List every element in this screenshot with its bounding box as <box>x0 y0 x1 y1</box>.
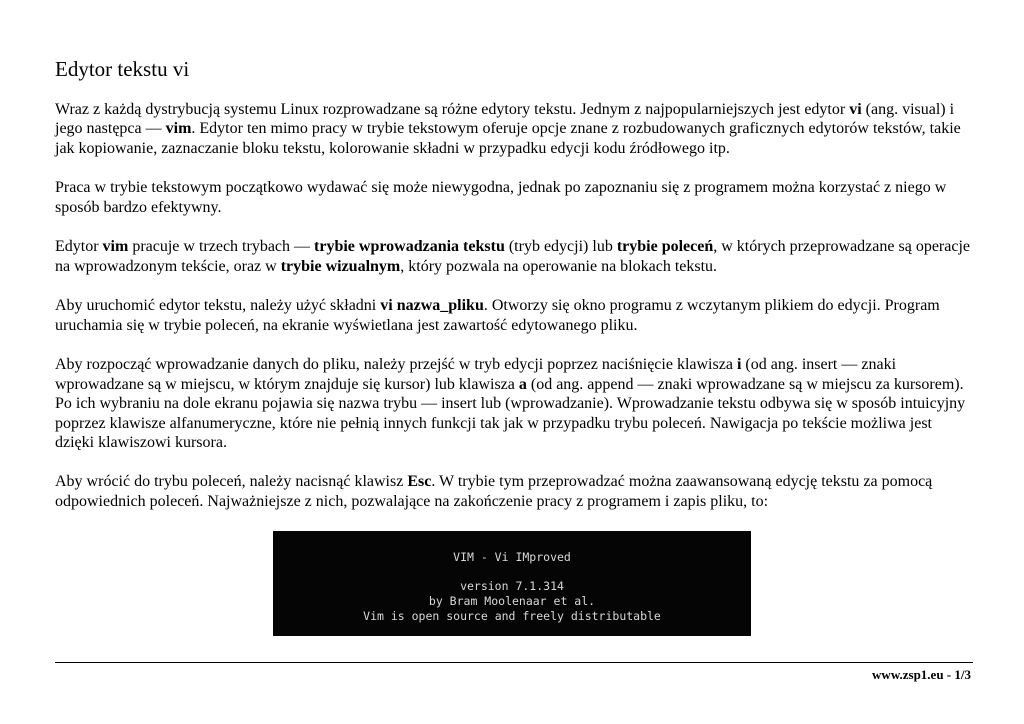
paragraph-text: Aby rozpocząć wprowadzanie danych do pliku, należy przejść w tryb edycji poprzez naciśnięcie klawisza <box>55 356 737 373</box>
paragraph-intro <box>55 100 973 159</box>
bold-term: Esc <box>407 473 432 490</box>
paragraph-text-mode <box>55 178 973 217</box>
paragraph-text: Praca w trybie tekstowym początkowo wydawać się może niewygodna, jednak po zapoznaniu się z programem można korzystać z niego w sposób bardzo efektywny. <box>55 179 947 216</box>
paragraph-text: , w których przeprowadzane są operacje na wprowadzonym tekście, oraz w <box>55 238 970 275</box>
paragraph-command-mode <box>55 472 973 511</box>
bold-term: i <box>736 356 742 373</box>
bold-term: vi <box>849 100 862 118</box>
paragraph-text: pracuje w trzech trybach — <box>128 238 315 255</box>
footer-page-label: www.zsp1.eu - 1/3 <box>872 667 971 682</box>
paragraph-launch <box>55 296 973 335</box>
vim-splash-title: VIM - Vi IMproved <box>453 550 571 564</box>
vim-splash-screenshot <box>273 531 751 636</box>
vim-splash-version: version 7.1.314 <box>460 579 564 593</box>
bold-term: trybie wizualnym <box>280 257 401 275</box>
document-page <box>55 0 973 724</box>
vim-splash-author: by Bram Moolenaar et al. <box>428 594 596 608</box>
paragraph-text: , który pozwala na operowanie na blokach tekstu. <box>400 257 718 275</box>
paragraph-text: . W trybie tym przeprowadzać można zaawansowaną edycję tekstu za pomocą odpowiednich poleceń. Najważniejsze z nich, pozwalające na zakończenie pracy z programem i zapis pliku, to: <box>55 473 933 510</box>
bold-term: trybie poleceń <box>616 238 714 255</box>
paragraph-text: Aby wrócić do trybu poleceń, należy nacisnąć klawisz <box>55 473 408 490</box>
paragraph-text: . Otworzy się okno programu z wczytanym plikiem do edycji. Program uruchamia się w trybie poleceń, na ekranie wyświetlana jest zawartość edytowanego pliku. <box>55 297 940 334</box>
paragraph-text: (tryb edycji) lub <box>504 238 617 255</box>
paragraph-text: Edytor <box>55 238 103 255</box>
bold-term: vim <box>165 120 192 138</box>
bold-term: vi nazwa_pliku <box>380 297 484 314</box>
bold-term: vim <box>102 238 129 255</box>
page-title: Edytor tekstu vi <box>55 57 190 81</box>
paragraph-text: Wraz z każdą dystrybucją systemu Linux rozprowadzane są różne edytory tekstu. Jednym z najpopularniejszych jest edytor <box>55 100 850 118</box>
paragraph-text: (od ang. insert — znaki wprowadzane są w miejscu, w którym znajduje się kursor) lub klawisza <box>55 356 897 393</box>
bold-term: a <box>518 375 527 393</box>
paragraph-text: . Edytor ten mimo pracy w trybie tekstowym oferuje opcje znane z rozbudowanych graficznych edytorów tekstów, takie jak kopiowanie, zaznaczanie bloku tekstu, kolorowanie składni w przypadku edycji kodu źródłowego itp. <box>55 120 961 157</box>
footer-divider <box>55 662 973 663</box>
vim-splash-license: Vim is open source and freely distributable <box>363 609 661 623</box>
paragraph-text: (ang. visual) i jego następca — <box>55 100 955 138</box>
bold-term: trybie wprowadzania tekstu <box>314 238 505 255</box>
paragraph-text: Aby uruchomić edytor tekstu, należy użyć składni <box>55 297 381 314</box>
paragraph-text: (od ang. append — znaki wprowadzane są w miejscu za kursorem). Po ich wybraniu na dole ekranu pojawia się nazwa trybu — insert lub (wprowadzanie). Wprowadzanie tekstu odbywa się w sposób intuicyjny poprzez klawisze alfanumeryczne, które nie pełnią innych funkcji tak jak w przypadku trybu poleceń. Nawigacja po tekście możliwa jest dzięki klawiszowi kursora. <box>55 375 966 452</box>
paragraph-modes <box>55 237 973 276</box>
paragraph-insert-mode <box>55 355 973 453</box>
